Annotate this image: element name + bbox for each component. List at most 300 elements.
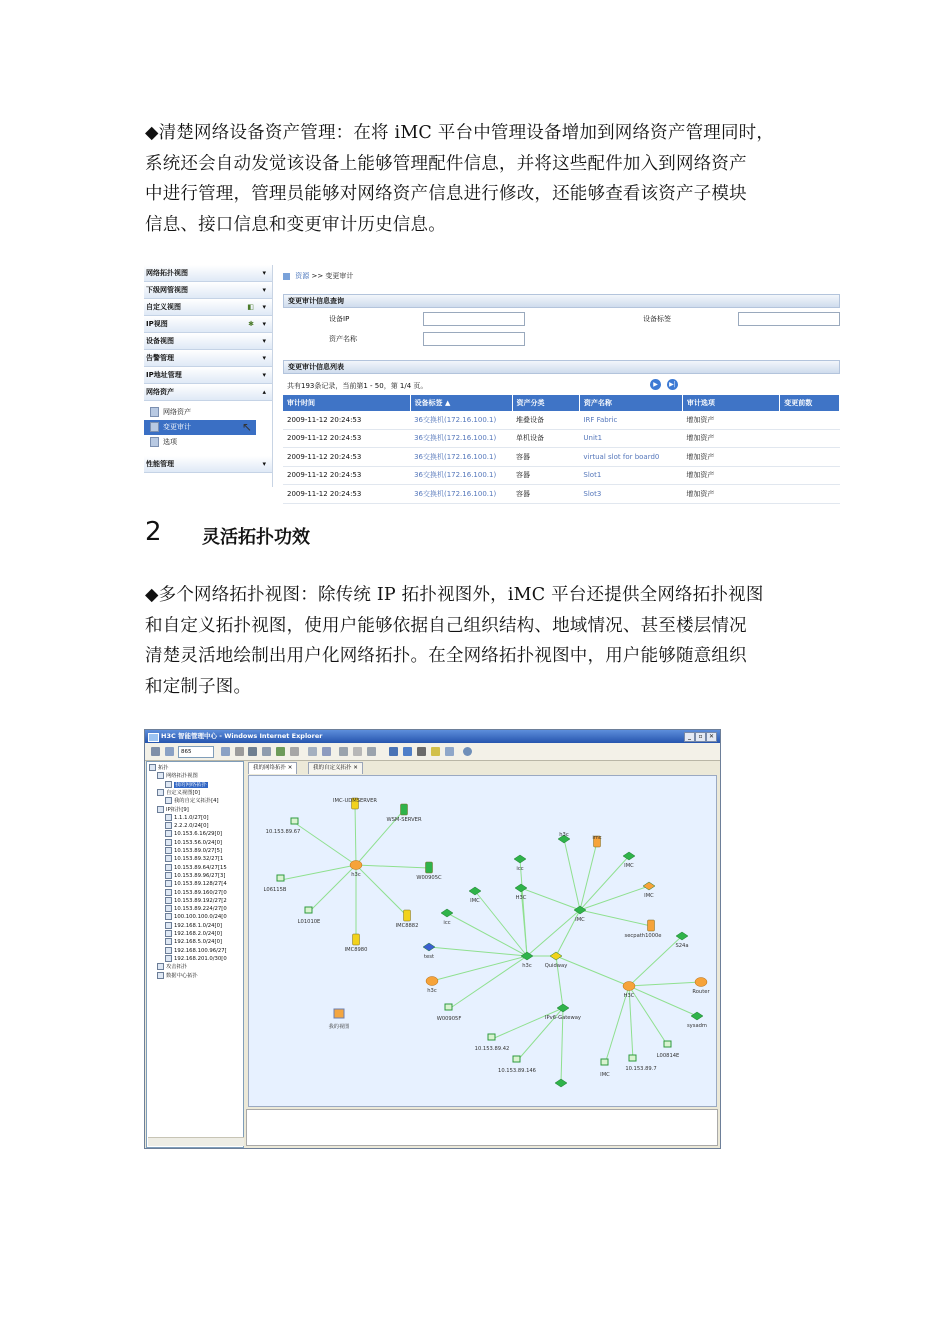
topology-node[interactable] <box>600 1059 610 1078</box>
chevron-down-icon: ▾ <box>262 460 266 468</box>
topology-link[interactable] <box>355 804 356 865</box>
topology-node[interactable] <box>437 1004 462 1022</box>
topology-link[interactable] <box>556 956 629 986</box>
tree-item[interactable] <box>165 864 227 872</box>
cell: 2009-11-12 20:24:53 <box>283 411 410 429</box>
cell <box>780 448 840 467</box>
nav-label: 网络拓扑视图 <box>146 269 188 277</box>
tree-item[interactable] <box>165 797 219 805</box>
switch-icon <box>515 884 527 892</box>
fit-icon[interactable] <box>339 747 348 756</box>
tree-node-icon <box>165 880 172 887</box>
topology-node-label: IMC <box>600 1072 610 1078</box>
column-header[interactable]: 资产分类 <box>512 395 579 411</box>
tree-item[interactable] <box>157 963 187 971</box>
nav-alarm[interactable] <box>144 350 272 367</box>
device-link[interactable]: 36交换机(172.16.100.1) <box>410 466 512 485</box>
topology-link[interactable] <box>564 839 580 910</box>
tree-item[interactable] <box>165 913 227 921</box>
nav-label: 告警管理 <box>146 354 174 362</box>
nav-label: 下级网管视图 <box>146 286 188 294</box>
topology-link[interactable] <box>492 1008 563 1039</box>
topology-link[interactable] <box>356 865 429 868</box>
topology-node[interactable] <box>345 934 368 953</box>
device-link[interactable]: 36交换机(172.16.100.1) <box>410 485 512 504</box>
switch-icon <box>555 1079 567 1087</box>
topology-node-label: secpath1000e <box>624 933 662 939</box>
tree-item-label: 10.153.6.16/29[0] <box>174 831 223 838</box>
tree-item-label: 我的自定义拓扑[4] <box>174 798 219 805</box>
tree-item-label: 我的网络拓扑 <box>175 781 207 788</box>
tree-item-label: 192.168.201.0/30[0 <box>174 955 227 962</box>
tree-item-label: 10.153.89.160/27[0 <box>174 889 227 896</box>
topology-node-label: h3c <box>351 872 361 878</box>
sub-item-change-audit[interactable] <box>144 420 256 435</box>
close-icon[interactable]: ✕ <box>706 732 717 742</box>
tree-node-icon <box>165 864 172 871</box>
tree-node-icon <box>165 822 172 829</box>
asset-link[interactable]: Unit1 <box>579 429 682 448</box>
pc-icon <box>513 1056 520 1062</box>
audit-icon <box>150 422 159 432</box>
chevron-up-icon: ▴ <box>262 388 266 396</box>
topology-node[interactable] <box>625 920 662 939</box>
home-icon <box>283 273 290 280</box>
tree-item[interactable] <box>149 764 169 772</box>
tree-item-label: 10.153.56.0/24[0] <box>174 839 223 846</box>
device-icon[interactable] <box>417 747 426 756</box>
layout-icon[interactable] <box>276 747 285 756</box>
topology-node[interactable] <box>396 910 419 929</box>
select-icon[interactable] <box>235 747 244 756</box>
column-header[interactable]: 变更前数 <box>780 395 840 411</box>
device-label-label: 设备标签 <box>643 315 671 323</box>
cell: 2009-11-12 20:24:53 <box>283 429 410 448</box>
change-audit-panel <box>277 265 840 498</box>
tree-node-icon <box>165 839 172 846</box>
cell: 2009-11-12 20:24:53 <box>283 466 410 485</box>
tree-item[interactable] <box>165 938 222 946</box>
tree-item[interactable] <box>157 789 200 797</box>
tree-item-label: IP拓扑[9] <box>166 806 189 813</box>
tree-item[interactable] <box>165 930 222 938</box>
tools-icon[interactable]: ◧ <box>247 303 254 311</box>
query-section-title: 变更审计信息查询 <box>283 294 840 308</box>
window-titlebar <box>145 730 720 743</box>
cell: 2009-11-12 20:24:53 <box>283 448 410 467</box>
tree-node-icon <box>165 947 172 954</box>
topology-node-label: IMC <box>575 917 585 923</box>
server-icon <box>401 804 408 815</box>
nav-network-topology[interactable] <box>144 265 272 282</box>
nav-ip-view[interactable] <box>144 316 272 333</box>
topology-node[interactable] <box>423 943 435 960</box>
table-row <box>283 466 840 485</box>
topology-node-label: h3c <box>559 832 569 838</box>
mouse-cursor-icon: ↖ <box>242 420 253 434</box>
tree-node-icon <box>165 855 172 862</box>
tree-node-icon <box>165 913 172 920</box>
topology-link[interactable] <box>449 956 527 1009</box>
tree-item-label: 自定义视图[0] <box>166 789 200 796</box>
topology-link[interactable] <box>527 910 580 956</box>
table-icon[interactable] <box>322 747 331 756</box>
cell: 增加资产 <box>682 448 779 467</box>
device-label-input[interactable] <box>738 312 840 326</box>
nav-label: 设备视图 <box>146 337 174 345</box>
tree-item[interactable] <box>165 905 227 913</box>
section-number: 2 <box>145 517 162 547</box>
nav-label: 网络资产 <box>146 388 174 396</box>
sub-item-label: 变更审计 <box>163 423 191 431</box>
tree-item-label: 1.1.1.0/27[0] <box>174 814 209 821</box>
topology-node-label: 10.153.89.7 <box>625 1066 657 1072</box>
cell: 容器 <box>512 448 579 467</box>
topology-link[interactable] <box>295 823 356 865</box>
chevron-down-icon: ▾ <box>262 320 266 328</box>
last-page-icon[interactable]: ▶| <box>667 379 678 390</box>
tree-item[interactable] <box>165 830 222 838</box>
tab-my-custom-topology[interactable]: 我的自定义拓扑 ✕ <box>308 762 363 774</box>
asset-icon <box>150 407 159 417</box>
breadcrumb <box>283 271 353 281</box>
topology-node-label: Quidway <box>544 963 568 969</box>
tree-item-label: 攻击拓扑 <box>166 964 188 971</box>
topology-node[interactable] <box>416 862 442 881</box>
nav-device-view[interactable] <box>144 333 272 350</box>
switch-icon <box>469 887 481 895</box>
tree-item[interactable] <box>165 897 227 905</box>
folder-icon <box>334 1009 344 1018</box>
topology-screenshot <box>144 729 721 1149</box>
paragraph-line: 系统还会自动发觉该设备上能够管理配件信息，并将这些配件加入到网络资产 <box>145 153 747 174</box>
breadcrumb-current: >> 变更审计 <box>311 272 354 280</box>
tree-item[interactable] <box>165 880 227 888</box>
tree-item-label: 192.168.5.0/24[0] <box>174 939 223 946</box>
tool-icon[interactable] <box>445 747 454 756</box>
switch-icon <box>574 906 586 914</box>
topology-node[interactable] <box>298 907 321 925</box>
topology-node-label: Router <box>692 989 710 995</box>
options-icon <box>150 437 159 447</box>
topology-node[interactable] <box>643 882 655 899</box>
topology-node[interactable] <box>574 906 586 923</box>
table-row <box>283 429 840 448</box>
chevron-down-icon: ▾ <box>262 337 266 345</box>
tree-item[interactable] <box>165 839 222 847</box>
topology-node[interactable] <box>625 1055 656 1072</box>
asset-link[interactable]: IRF Fabric <box>579 411 682 429</box>
print-icon[interactable] <box>308 747 317 756</box>
topology-link[interactable] <box>629 982 701 986</box>
paragraph-line: 和自定义拓扑视图，使用户能够依据自己组织结构、地域情况、甚至楼层情况 <box>145 615 747 636</box>
column-header[interactable]: 资产名称 <box>579 395 682 411</box>
topology-node[interactable] <box>555 1079 567 1087</box>
sub-item-label: 选项 <box>163 438 177 446</box>
pc-icon <box>601 1059 608 1065</box>
zoom-select[interactable]: 865 <box>178 746 214 758</box>
topology-link[interactable] <box>432 956 527 981</box>
filter-icon[interactable] <box>367 747 376 756</box>
table-row <box>283 448 840 467</box>
topology-node-label: WSM-SERVER <box>386 817 422 823</box>
topology-graph[interactable] <box>249 776 717 1104</box>
topology-node-label: L01010E <box>297 919 321 925</box>
switch-icon <box>676 932 688 940</box>
topology-node-label: icc <box>443 920 451 926</box>
minimize-icon[interactable]: _ <box>684 732 695 742</box>
server-icon <box>648 920 655 931</box>
topology-canvas[interactable] <box>248 775 717 1107</box>
alarm-icon[interactable] <box>431 747 440 756</box>
router-icon <box>695 978 707 987</box>
tree-item-label: 192.168.2.0/24[0] <box>174 931 223 937</box>
tree-item-label: 10.153.89.224/27[0 <box>174 906 227 913</box>
cell <box>780 411 840 429</box>
topology-node-label: sysadm <box>686 1023 708 1029</box>
tree-item[interactable] <box>165 781 208 789</box>
tree-item-label: 10.153.89.128/27[4 <box>174 881 227 888</box>
tree-item[interactable] <box>165 814 209 822</box>
tree-item-label: 10.153.89.96/27[3] <box>174 872 226 879</box>
tree-node-icon <box>165 872 172 879</box>
switch-icon <box>514 855 526 863</box>
switch-icon <box>557 1004 569 1012</box>
topology-node-label: IMC <box>624 863 634 869</box>
sub-item-options[interactable] <box>144 435 272 450</box>
topology-node-label: S24a <box>675 943 689 949</box>
topology-node-label: imc <box>592 835 602 841</box>
pc-icon <box>488 1034 495 1040</box>
topology-node[interactable] <box>521 952 533 969</box>
device-link[interactable]: 36交换机(172.16.100.1) <box>410 411 512 429</box>
tree-item[interactable] <box>165 922 222 930</box>
ie-logo-icon <box>148 733 159 742</box>
tree-item[interactable] <box>165 872 225 880</box>
asset-link[interactable]: Slot1 <box>579 466 682 485</box>
chevron-down-icon: ▾ <box>262 371 266 379</box>
tree-item-label: 10.153.89.192/27[2 <box>174 897 227 904</box>
switch-icon <box>550 952 562 960</box>
topology-node-label: IMC <box>470 898 480 904</box>
tree-item[interactable] <box>165 847 222 855</box>
tree-node-icon <box>165 897 172 904</box>
topology-link[interactable] <box>629 936 682 986</box>
switch-icon <box>691 1012 703 1020</box>
server-icon <box>404 910 411 921</box>
paragraph-line: 中进行管理，管理员能够对网络资产信息进行修改，还能够查看该资产子模块 <box>145 184 747 204</box>
topology-link[interactable] <box>281 865 356 880</box>
topology-node-label: IMC8980 <box>344 947 368 953</box>
horizontal-scrollbar[interactable] <box>148 1137 244 1146</box>
tree-node-icon <box>165 830 172 837</box>
asset-management-paragraph <box>145 118 807 240</box>
topology-node-label: L00814E <box>656 1053 680 1059</box>
tree-item-label: 192.168.1.0/24[0] <box>174 922 223 929</box>
topology-node-label: 10.153.89.67 <box>265 829 301 835</box>
cell: 增加资产 <box>682 466 779 485</box>
topology-node[interactable] <box>657 1041 680 1059</box>
paragraph-line: ◆多个网络拓扑视图：除传统 IP 拓扑视图外，iMC 平台还提供全网络拓扑视图 <box>145 585 764 605</box>
section-title: 灵活拓扑功效 <box>202 527 310 548</box>
tree-item[interactable] <box>165 822 209 830</box>
maximize-icon[interactable]: ▫ <box>695 732 706 742</box>
export-icon[interactable] <box>389 747 398 756</box>
topology-node[interactable] <box>475 1034 510 1052</box>
topology-node[interactable] <box>692 978 710 996</box>
router-icon <box>426 977 438 986</box>
tree-node-icon <box>165 781 172 788</box>
paragraph-line: 和定制子图。 <box>145 676 252 697</box>
tree-item[interactable] <box>165 889 227 897</box>
topology-node-label: IMC8882 <box>395 923 419 929</box>
tree-node-icon <box>165 938 172 945</box>
tree-item[interactable] <box>157 806 189 814</box>
topology-node[interactable] <box>441 909 453 926</box>
topology-node-label: IMC-UDMSERVER <box>332 798 378 804</box>
cell: 2009-11-12 20:24:53 <box>283 485 410 504</box>
topology-node[interactable] <box>426 977 438 995</box>
topology-node-label: h3c <box>427 988 437 994</box>
tab-my-network-topology[interactable]: 我的网络拓扑 ✕ <box>248 762 297 774</box>
topology-node[interactable] <box>545 952 568 969</box>
topology-node[interactable] <box>558 832 570 843</box>
asset-name-label: 资产名称 <box>329 335 357 343</box>
topology-node[interactable] <box>266 818 301 835</box>
search-icon[interactable] <box>221 747 230 756</box>
nav-ip-address[interactable] <box>144 367 272 384</box>
sub-item-label: 网络资产 <box>163 408 191 416</box>
tree-item-label: 10.153.89.32/27[1 <box>174 856 224 863</box>
topology-node[interactable] <box>333 798 377 809</box>
window-title: H3C 智能管理中心 - Windows Internet Explorer <box>161 732 323 740</box>
tree-item-label: 拓扑 <box>158 765 169 771</box>
topology-view <box>246 761 718 1145</box>
switch-icon <box>423 943 435 951</box>
topology-link[interactable] <box>580 842 597 910</box>
pc-icon <box>664 1041 671 1047</box>
topology-node-label: H3C <box>623 993 635 999</box>
column-header[interactable]: 审计时间 <box>283 395 410 411</box>
tree-item[interactable] <box>165 947 227 955</box>
column-header[interactable]: 审计选项 <box>682 395 779 411</box>
help-icon[interactable] <box>463 747 472 756</box>
topology-node-label: 我的视图 <box>328 1024 350 1030</box>
tree-item[interactable] <box>157 772 198 780</box>
topology-node-label: W00905F <box>436 1016 462 1022</box>
device-ip-input[interactable] <box>423 312 525 326</box>
refresh-icon[interactable] <box>262 747 271 756</box>
topology-tree <box>146 761 244 1148</box>
tree-item[interactable] <box>165 855 223 863</box>
topology-toolbar <box>145 743 720 761</box>
save-icon[interactable] <box>151 747 160 756</box>
paragraph-line: ◆清楚网络设备资产管理：在将 iMC 平台中管理设备增加到网络资产管理同时， <box>145 123 775 143</box>
nav-sub-management[interactable] <box>144 282 272 299</box>
topology-node[interactable] <box>623 982 635 1000</box>
topology-node[interactable] <box>687 1012 707 1029</box>
pc-icon <box>445 1004 452 1010</box>
topology-node-label: h3c <box>522 963 532 969</box>
breadcrumb-home-link[interactable]: 资源 <box>295 272 310 280</box>
asset-name-input[interactable] <box>423 332 525 346</box>
device-link[interactable]: 36交换机(172.16.100.1) <box>410 448 512 467</box>
table-header-row <box>283 395 840 411</box>
cell: 增加资产 <box>682 411 779 429</box>
tree-item[interactable] <box>165 955 227 963</box>
table-row <box>283 485 840 504</box>
cell <box>780 485 840 504</box>
topology-node-label: IPv6-Gateway <box>544 1015 582 1021</box>
nav-label: 性能管理 <box>146 460 174 468</box>
tree-item-label: 10.153.89.64/27[15 <box>174 864 227 871</box>
topology-node-label: W00905C <box>416 875 442 881</box>
topology-link[interactable] <box>521 888 580 910</box>
topology-link[interactable] <box>580 910 651 926</box>
server-icon <box>426 862 433 873</box>
paragraph-line: 信息、接口信息和变更审计历史信息。 <box>145 214 446 235</box>
nav-label: 自定义视图 <box>146 303 181 311</box>
topology-paragraph <box>145 580 807 702</box>
topology-node[interactable] <box>498 1056 536 1074</box>
topology-link[interactable] <box>309 865 356 912</box>
tree-node-icon <box>165 847 172 854</box>
pager-text: 共有193条记录，当前第1 - 50，第 1/4 页。 <box>287 382 428 390</box>
topology-node-label: H3C <box>515 895 527 901</box>
pan-icon[interactable] <box>248 747 257 756</box>
topology-link[interactable] <box>356 865 407 916</box>
tree-item-label: 10.153.89.0/27[5] <box>174 848 223 854</box>
tools-icon[interactable]: ✱ <box>248 320 254 328</box>
topology-node-label: 10.153.89.146 <box>498 1068 536 1074</box>
column-header[interactable]: 设备标签 ▲ <box>410 395 512 411</box>
cell: 堆叠设备 <box>512 411 579 429</box>
tree-item-label: 网络拓扑视图 <box>166 773 198 780</box>
chevron-down-icon: ▾ <box>262 354 266 362</box>
tree-node-icon <box>165 797 172 804</box>
tree-item[interactable] <box>157 972 198 980</box>
switch-icon <box>643 882 655 890</box>
sub-item-network-asset[interactable] <box>144 405 272 420</box>
asset-link[interactable]: virtual slot for board0 <box>579 448 682 467</box>
asset-link[interactable]: Slot3 <box>579 485 682 504</box>
nav-custom-view[interactable] <box>144 299 272 316</box>
tree-item-label: 192.168.100.96/27[ <box>174 947 227 954</box>
tree-node-icon <box>157 789 164 796</box>
link-icon[interactable] <box>403 747 412 756</box>
tree-node-icon <box>165 922 172 929</box>
grid-icon[interactable] <box>290 747 299 756</box>
topology-node[interactable] <box>386 804 421 823</box>
next-page-icon[interactable]: ▶ <box>650 379 661 390</box>
pc-icon <box>277 875 284 881</box>
tree-node-icon <box>157 806 164 813</box>
zoom-icon[interactable] <box>165 747 174 756</box>
device-ip-label: 设备IP <box>329 315 350 323</box>
settings-icon[interactable] <box>353 747 362 756</box>
topology-node[interactable] <box>264 875 287 893</box>
topology-node[interactable] <box>329 1009 350 1030</box>
device-link[interactable]: 36交换机(172.16.100.1) <box>410 429 512 448</box>
nav-network-asset[interactable] <box>144 384 272 401</box>
tree-node-icon <box>165 814 172 821</box>
pc-icon <box>291 818 298 824</box>
nav-performance[interactable] <box>144 456 272 473</box>
switch-icon <box>623 852 635 860</box>
tree-item-label: 2.2.2.0/24[0] <box>174 823 209 830</box>
topology-node[interactable] <box>592 835 601 847</box>
cell: 增加资产 <box>682 429 779 448</box>
